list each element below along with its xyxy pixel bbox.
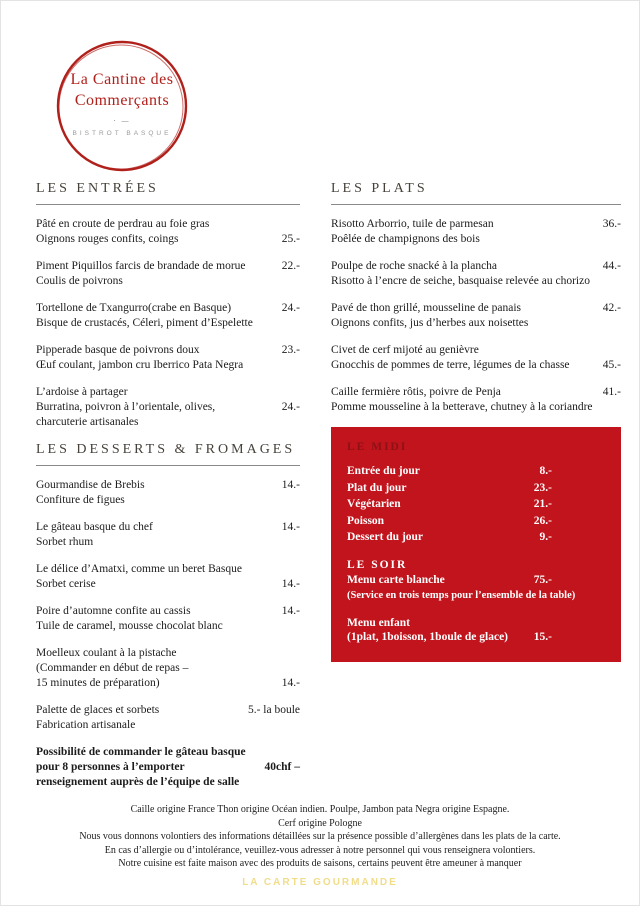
plats-heading: LES PLATS (331, 181, 428, 196)
dish-price: 23.- (281, 344, 300, 356)
dish-text: Pipperade basque de poivrons doux (36, 344, 200, 356)
dish-price: 14.- (281, 605, 300, 617)
dish-text: Bisque de crustacés, Céleri, piment d’Espelette (36, 317, 253, 329)
desserts-items (36, 478, 300, 733)
item-line (36, 493, 300, 508)
dish-text: Pomme mousseline à la betterave, chutney à la coriandre (331, 401, 593, 413)
set-menu-price: 75.- (533, 573, 552, 586)
item-line (36, 520, 300, 535)
dish-text: charcuterie artisanales (36, 416, 139, 428)
item-line (36, 358, 300, 373)
item-line (36, 301, 300, 316)
dish-text: Gourmandise de Brebis (36, 479, 145, 491)
dish-text: Risotto Arborrio, tuile de parmesan (331, 218, 494, 230)
section-entrees (36, 181, 300, 430)
set-menu-row (347, 463, 552, 480)
dish-text: Oignons confits, jus d’herbes aux noisettes (331, 317, 529, 329)
menu-item (331, 385, 621, 415)
set-menu-row (347, 496, 552, 513)
dish-text: Tortellone de Txangurro(crabe en Basque) (36, 302, 232, 314)
dish-text: Confiture de figues (36, 494, 125, 506)
item-line (331, 358, 621, 373)
item-line (36, 274, 300, 289)
item-line (36, 343, 300, 358)
dish-price: 42.- (602, 302, 621, 314)
menu-item (36, 301, 300, 331)
set-menu-price: 15.- (533, 631, 552, 643)
dish-text: Poulpe de roche snacké à la plancha (331, 260, 498, 272)
dish-text: Moelleux coulant à la pistache (36, 647, 177, 659)
dish-price: 45.- (602, 359, 621, 371)
footer-notes (1, 803, 639, 871)
dish-text: Caille fermière rôtis, poivre de Penja (331, 386, 501, 398)
dish-text: Poire d’automne confite au cassis (36, 605, 191, 617)
item-line (36, 703, 300, 718)
menu-item (36, 745, 300, 790)
set-menu-price: 8.- (539, 465, 552, 477)
logo-subtitle: BISTROT BASQUE (72, 130, 172, 137)
item-line (331, 232, 621, 247)
dish-price: 14.- (281, 677, 300, 689)
section-divider (331, 204, 621, 205)
dish-text: Le gâteau basque du chef (36, 521, 153, 533)
watermark-text: LA CARTE GOURMANDE (242, 877, 398, 888)
soir-items (347, 572, 605, 589)
dish-price: 5.- la boule (247, 704, 300, 716)
dish-text: renseignement auprès de l’équipe de salle (36, 776, 240, 788)
menu-item (36, 478, 300, 508)
midi-items (347, 463, 605, 546)
dish-text: Risotto à l’encre de seiche, basquaise relevée au chorizo (331, 275, 590, 287)
midi-heading: LE MIDI (347, 441, 408, 453)
item-line (36, 619, 300, 634)
dish-text: Sorbet rhum (36, 536, 94, 548)
enfant-items (347, 629, 605, 646)
item-line (36, 478, 300, 493)
dish-text: Palette de glaces et sorbets (36, 704, 160, 716)
item-line (331, 343, 621, 358)
menu-item (331, 301, 621, 331)
item-line (36, 415, 300, 430)
footer-line: En cas d’allergie ou d’intolérance, veuillez-vous adresser à notre personnel qui vous renseignera volontiers. (104, 844, 536, 856)
item-line (36, 577, 300, 592)
set-menu-label: (1plat, 1boisson, 1boule de glace) (347, 631, 509, 643)
item-line (36, 760, 300, 775)
entrees-heading: LES ENTRÉES (36, 181, 159, 196)
menu-item (36, 343, 300, 373)
menu-item (331, 343, 621, 373)
right-column (331, 181, 621, 662)
dish-text: Burratina, poivron à l’orientale, olives, (36, 401, 216, 413)
entrees-items (36, 217, 300, 430)
item-line (36, 775, 300, 790)
logo-title-line2: Commerçants (74, 92, 170, 109)
dish-text: Oignons rouges confits, coings (36, 233, 179, 245)
set-menu-price: 23.- (533, 481, 552, 494)
set-menu-label: Menu carte blanche (347, 573, 445, 586)
soir-service-note: (Service en trois temps pour l’ensemble de la table) (347, 590, 576, 601)
item-line (36, 604, 300, 619)
set-menu-price: 21.- (533, 498, 552, 510)
dish-price: 14.- (281, 578, 300, 590)
plats-items (331, 217, 621, 415)
item-line (36, 535, 300, 550)
set-menu-row (347, 572, 552, 589)
set-menus-panel (331, 427, 621, 662)
left-column (36, 181, 300, 802)
dish-price: 24.- (281, 401, 300, 413)
footer-line: Notre cuisine est faite maison avec des produits de saisons, certains peuvent être ameuner à manquer (118, 858, 522, 869)
set-menu-label: Plat du jour (347, 481, 407, 494)
set-menu-price: 9.- (539, 531, 552, 543)
dish-text: Civet de cerf mijoté au genièvre (331, 344, 479, 356)
dish-price: 40chf – (264, 761, 300, 773)
menu-item (36, 520, 300, 550)
dish-text: Fabrication artisanale (36, 719, 136, 731)
item-line (331, 316, 621, 331)
item-line (36, 259, 300, 274)
restaurant-logo (51, 35, 193, 177)
item-line (331, 301, 621, 316)
item-line (331, 217, 621, 232)
dish-text: L’ardoise à partager (36, 386, 128, 398)
dish-price: 22.- (281, 260, 300, 272)
set-menu-row (347, 529, 552, 546)
menu-item (36, 604, 300, 634)
dish-text: Piment Piquillos farcis de brandade de morue (36, 260, 246, 272)
footer-line: Nous vous donnons volontiers des informations détaillées sur la présence possible d’allergènes dans les plats de la carte. (79, 831, 561, 842)
dish-price: 44.- (602, 260, 621, 272)
item-line (36, 217, 300, 232)
menu-item (36, 259, 300, 289)
menu-item (36, 703, 300, 733)
takeaway-note (36, 745, 300, 790)
set-menu-label: Entrée du jour (347, 465, 420, 477)
dish-text: Possibilité de commander le gâteau basque (36, 746, 246, 758)
item-line (36, 661, 300, 676)
enfant-heading: Menu enfant (347, 617, 410, 629)
section-divider (36, 204, 300, 205)
dish-text: Sorbet cerise (36, 578, 96, 590)
logo-ornament: · — (113, 117, 131, 125)
item-line (36, 385, 300, 400)
section-desserts (36, 442, 300, 790)
item-line (331, 400, 621, 415)
dish-price: 41.- (602, 386, 621, 398)
dish-text: Gnocchis de pommes de terre, légumes de la chasse (331, 359, 570, 371)
set-menu-row (347, 480, 552, 497)
dish-price: 24.- (281, 302, 300, 314)
dish-text: pour 8 personnes à l’emporter (36, 761, 185, 773)
set-menu-label: Poisson (347, 514, 385, 527)
dish-text: 15 minutes de préparation) (36, 677, 160, 689)
footer-line: Cerf origine Pologne (278, 817, 362, 829)
set-menu-row (347, 629, 552, 646)
item-line (36, 745, 300, 760)
item-line (331, 385, 621, 400)
dish-text: Poêlée de champignons des bois (331, 233, 480, 245)
set-menu-price: 26.- (533, 514, 552, 527)
item-line (36, 676, 300, 691)
menu-item (36, 385, 300, 430)
item-line (36, 316, 300, 331)
menu-item (331, 259, 621, 289)
set-menu-label: Dessert du jour (347, 531, 424, 543)
dish-text: Tuile de caramel, mousse chocolat blanc (36, 620, 223, 632)
item-line (36, 646, 300, 661)
dish-text: Œuf coulant, jambon cru Iberrico Pata Negra (36, 359, 244, 371)
logo-text (51, 35, 193, 137)
section-divider (36, 465, 300, 466)
desserts-heading: LES DESSERTS & FROMAGES (36, 442, 296, 457)
dish-price: 14.- (281, 521, 300, 533)
item-line (36, 562, 300, 577)
dish-text: Pavé de thon grillé, mousseline de panais (331, 302, 522, 314)
item-line (331, 259, 621, 274)
section-plats (331, 181, 621, 415)
logo-title-line1: La Cantine des (70, 71, 174, 88)
dish-text: (Commander en début de repas – (36, 662, 189, 674)
dish-price: 36.- (602, 218, 621, 230)
dish-text: Pâté en croute de perdrau au foie gras (36, 218, 210, 230)
dish-text: Coulis de poivrons (36, 275, 123, 287)
item-line (36, 400, 300, 415)
footer-line: Caille origine France Thon origine Océan indien. Poulpe, Jambon pata Negra origine Espagne. (130, 804, 510, 815)
soir-heading: LE SOIR (347, 558, 408, 571)
menu-item (331, 217, 621, 247)
menu-item (36, 217, 300, 247)
dish-price: 14.- (281, 479, 300, 491)
set-menu-row (347, 513, 552, 530)
item-line (331, 274, 621, 289)
dish-text: Le délice d’Amatxi, comme un beret Basque (36, 563, 242, 575)
menu-item (36, 562, 300, 592)
item-line (36, 232, 300, 247)
item-line (36, 718, 300, 733)
set-menu-label: Végétarien (347, 498, 401, 510)
menu-item (36, 646, 300, 691)
dish-price: 25.- (281, 233, 300, 245)
